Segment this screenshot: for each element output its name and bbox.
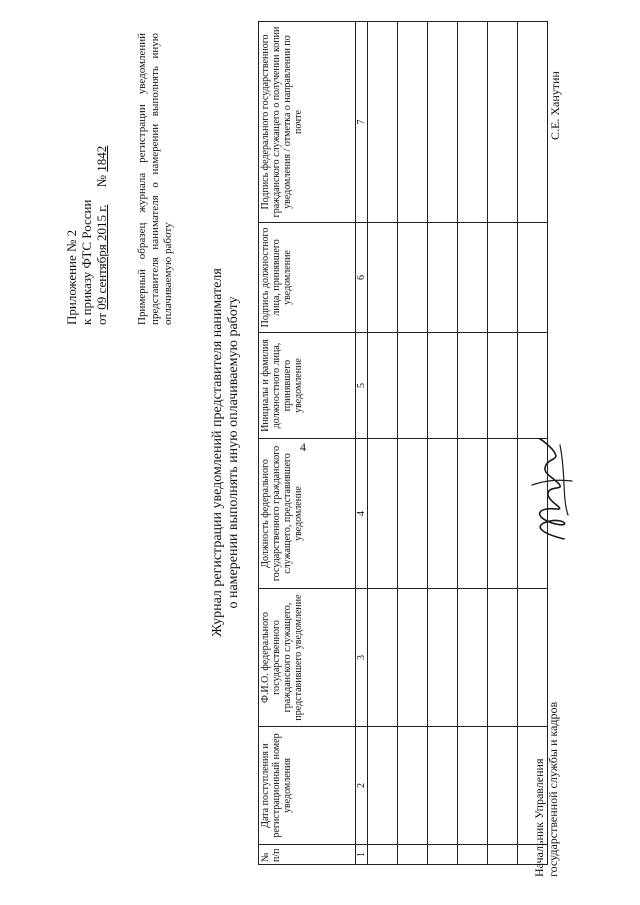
- column-number: 7: [356, 22, 368, 223]
- table-cell: [458, 589, 488, 727]
- table-cell: [428, 22, 458, 223]
- table-cell: [398, 333, 428, 439]
- appendix-line-1: Приложение № 2: [64, 229, 79, 325]
- table-cell: [398, 589, 428, 727]
- table-cell: [518, 333, 548, 439]
- table-cell: [428, 439, 458, 589]
- table-cell: [368, 22, 398, 223]
- signer-name: С.Е. Ханутин: [548, 71, 562, 140]
- column-number: 4: [356, 439, 368, 589]
- appendix-order-line: [94, 25, 109, 325]
- table-cell: [458, 439, 488, 589]
- header-cell: Подпись должностного лица, принявшего уведомление: [259, 223, 356, 333]
- registration-journal-table: [258, 21, 548, 865]
- table-cell: [458, 22, 488, 223]
- journal-title-line-1: Журнал регистрации уведомлений представителя нанимателя: [210, 268, 225, 637]
- table-cell: [368, 727, 398, 845]
- sample-description: Примерный образец журнала регистрации уведомлений представителя нанимателя о намерении выполнять иную оплачиваемую работу: [136, 33, 174, 325]
- table-cell: [428, 589, 458, 727]
- table-row: [458, 22, 488, 865]
- table-cell: [398, 223, 428, 333]
- column-number: 3: [356, 589, 368, 727]
- order-date: 09 сентября 2015 г.: [94, 204, 109, 310]
- table-cell: [488, 589, 518, 727]
- table-header-row: [259, 22, 356, 865]
- table-cell: [488, 223, 518, 333]
- footer-position-line-2: государственной службы и кадров: [546, 701, 560, 877]
- journal-title: [210, 0, 242, 905]
- table-cell: [458, 223, 488, 333]
- from-label: от: [94, 312, 109, 325]
- appendix-block: [64, 25, 109, 325]
- column-number: 1: [356, 845, 368, 865]
- table-cell: [368, 439, 398, 589]
- column-number: 6: [356, 223, 368, 333]
- table-row: [398, 22, 428, 865]
- table-cell: [518, 22, 548, 223]
- header-cell: Инициалы и фамилия должностного лица, принявшего уведомление: [259, 333, 356, 439]
- table-cell: [428, 333, 458, 439]
- footer-position: [532, 677, 560, 877]
- header-cell: Дата поступления и регистрационный номер уведомления: [259, 727, 356, 845]
- table-cell: [488, 439, 518, 589]
- table-cell: [398, 727, 428, 845]
- table-row: [368, 22, 398, 865]
- page-number: 4: [300, 440, 306, 454]
- table-cell: [398, 22, 428, 223]
- column-number: 2: [356, 727, 368, 845]
- table-cell: [428, 845, 458, 865]
- table-row: [488, 22, 518, 865]
- header-cell: Подпись федерального государственного гражданского служащего о получении копии уведомления / отметка о направлении по почте: [259, 22, 356, 223]
- header-cell: Ф.И.О. федерального государственного гражданского служащего, представившего уведомление: [259, 589, 356, 727]
- table-cell: [368, 223, 398, 333]
- table-row: [428, 22, 458, 865]
- table-cell: [398, 439, 428, 589]
- column-number-row: [356, 22, 368, 865]
- table-cell: [458, 727, 488, 845]
- table-cell: [488, 22, 518, 223]
- table-cell: [458, 333, 488, 439]
- table-cell: [488, 845, 518, 865]
- table-cell: [368, 845, 398, 865]
- header-cell: Должность федерального государственного гражданского служащего, представившего уведомление: [259, 439, 356, 589]
- table-cell: [488, 727, 518, 845]
- header-cell: № п/п: [259, 845, 356, 865]
- table-cell: [458, 845, 488, 865]
- handwritten-signature: [522, 435, 582, 545]
- table-cell: [368, 333, 398, 439]
- table-cell: [428, 223, 458, 333]
- number-label: №: [94, 174, 109, 188]
- order-number: 1842: [94, 145, 109, 172]
- appendix-line-2: к приказу ФТС России: [79, 199, 94, 325]
- table-cell: [428, 727, 458, 845]
- footer-position-line-1: Начальник Управления: [532, 758, 546, 877]
- journal-title-line-2: о намерении выполнять иную оплачиваемую работу: [226, 296, 241, 609]
- table-cell: [488, 333, 518, 439]
- table-cell: [398, 845, 428, 865]
- table-cell: [368, 589, 398, 727]
- table-cell: [518, 223, 548, 333]
- column-number: 5: [356, 333, 368, 439]
